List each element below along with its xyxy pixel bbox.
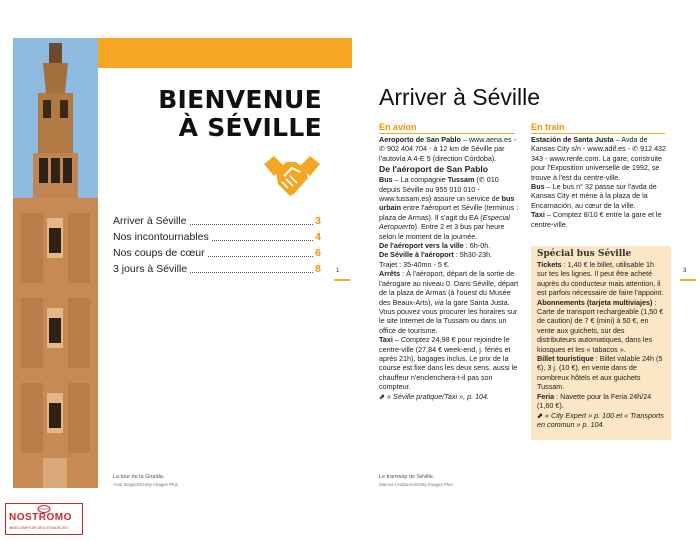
special-bus-box: [531, 246, 671, 440]
arrets-label: Arrêts: [379, 269, 401, 279]
reference-arrow-icon: ⬈: [537, 410, 546, 420]
toc-label: Arriver à Séville: [113, 215, 187, 227]
arrets-via: via: [434, 297, 444, 307]
station-name: Estación de Santa Justa: [531, 135, 614, 144]
touristique-paragraph: [537, 354, 665, 392]
bus-text: – Le bus n° 32 passe sur l'avda de Kansas City et mène à la plaza de la Encarnación, au cœur de la ville.: [531, 182, 657, 210]
toc-item-arriver[interactable]: [113, 215, 321, 231]
train-bus-paragraph: [531, 182, 671, 210]
touristique-label: Billet touristique: [537, 354, 594, 364]
taxi-label: Taxi: [531, 210, 545, 220]
bus-line-name: Especial Aeropuerto: [379, 212, 510, 232]
feria-paragraph: [537, 392, 665, 411]
bus-text: (✆ 010 depuis Séville ou 955 010 010 - www.tussam.es) assure un service de: [379, 175, 502, 204]
right-header-space: [352, 38, 700, 68]
toc-label: 3 jours à Séville: [113, 263, 188, 275]
abonnements-text: : Carte de transport rechargeable (1,50 € de caution) de 7 € (mini) à 50 €, en vente aux guichets, sur des distributeurs automatiques, dans les kiosques et les « tabacos ».: [537, 297, 664, 354]
station-paragraph: [531, 135, 671, 182]
nostromo-logo: [5, 503, 83, 535]
to-city-hours: [379, 241, 521, 250]
header-accent-bar: [98, 38, 352, 68]
tickets-paragraph: [537, 260, 665, 298]
touristique-text: : Billet valable 24h (5 €), 3 j. (10 €), en vente dans de nombreux hôtels et aux guichets Tussam.: [537, 354, 663, 392]
bus-label: Bus: [531, 182, 545, 192]
tickets-label: Tickets: [537, 260, 562, 269]
logo-tagline: WEB COMPTOIR DES VOYAGEURS: [9, 526, 68, 530]
toc-item-coups-de-coeur[interactable]: [113, 247, 321, 263]
bus-text: entre l'aéroport et Séville (terminus : plaza de Armas). Il s'agit du EA (: [379, 203, 519, 222]
reference-text: « Séville pratique/Taxi », p. 104.: [387, 391, 490, 401]
toc-item-3-jours[interactable]: [113, 263, 321, 279]
arrets-text: la gare Santa Justa.: [443, 297, 510, 307]
column-en-train: [531, 122, 671, 229]
abonnements-label: Abonnements (tarjeta multiviajes): [537, 297, 653, 307]
toc-label: Nos incontournables: [113, 231, 209, 243]
trajet-text: Trajet : 35-40mn - 5 €.: [379, 259, 450, 269]
title-line-2: À SÉVILLE: [178, 113, 322, 142]
feria-label: Feria: [537, 391, 555, 401]
reference-text: « City Expert » p. 100 et « Transports en commun » p. 104.: [537, 410, 664, 429]
to-airport-label: De Séville à l'aéroport: [379, 250, 454, 260]
section-title: Arriver à Séville: [379, 84, 541, 110]
reference-arrow-icon: ⬈: [379, 391, 388, 401]
heading-en-avion: En avion: [379, 122, 515, 134]
page-title: [150, 86, 322, 142]
folio-mark-right: [680, 279, 696, 281]
arrets-paragraph: [379, 269, 521, 307]
title-line-1: BIENVENUE: [158, 85, 322, 114]
giralda-tower-photo: [13, 38, 98, 488]
airport-details: – www.aena.es - ✆ 902 404 704 - à 12 km de Séville par l'autovía A 4-E 5 (direction Córdoba).: [379, 135, 517, 163]
toc-page: 4: [315, 231, 321, 243]
bus-text: ). Entre 2 et 3 bus par heure selon le moment de la journée.: [379, 222, 505, 241]
taxi-paragraph: [379, 335, 521, 391]
column-en-avion: [379, 122, 521, 401]
to-city-label: De l'aéroport vers la ville: [379, 241, 464, 251]
toc-label: Nos coups de cœur: [113, 247, 205, 259]
taxi-text: – Comptez 8/10 € entre la gare et le centre-ville.: [531, 210, 662, 229]
feria-text: : Navette pour la Feria 24h/24 (1,60 €).: [537, 391, 652, 411]
taxi-label: Taxi: [379, 335, 393, 345]
arrets-text: : À l'aéroport, départ de la sortie de l'aérogare au niveau 0. Dans Séville, départ de la plaza de Armas (à l'ouest du Musée des Beaux-Arts),: [379, 269, 519, 307]
toc-item-incontournables[interactable]: [113, 231, 321, 247]
airport-name: Aeroporto de San Pablo: [379, 135, 461, 144]
logo-name: NOSTROMO: [9, 512, 72, 523]
to-city-value: : 6h-0h.: [463, 241, 491, 251]
bus-text: – La compagnie: [392, 175, 448, 185]
taxi-text: – Comptez 24,98 € pour rejoindre le centre-ville (27,84 € week-end, j. fériés et après 21h), bagages inclus. Le prix de la course est fixe dans les deux sens, aussi le chauffeur n'enclenchera-t-il pas son compteur.: [379, 335, 518, 392]
tickets-text: : 1,40 € le billet, utilisable 1h sur tes les lignes. Il peut être acheté auprès du conducteur mais attention, il est parfois nécessaire de faire l'appoint.: [537, 260, 664, 298]
photo-credit-right: Marcus Lindstrom/Getty Images Plus: [379, 482, 453, 487]
station-details: – Avda de Kansas City s/n - www.adif.es - ✆ 912 432 343 - www.renfe.com. La gare, construite pour l'Exposition universelle de 1992, se trouve à l'est du centre-ville.: [531, 135, 667, 182]
special-bus-title: Spécial bus Séville: [537, 249, 632, 259]
page-number-left: 1: [336, 268, 340, 274]
special-bus-reference[interactable]: [537, 411, 665, 430]
folio-mark-left: [334, 279, 350, 281]
horaires-text: Vous pouvez vous procurer les horaires sur le site Internet de la Tussam ou dans un office de tourisme.: [379, 306, 518, 335]
photo-credit-left: Artur Bogacki/Getty Images Plus: [113, 482, 179, 487]
toc-page: 8: [315, 263, 321, 275]
train-taxi-paragraph: [531, 210, 671, 229]
photo-caption-right: Le tramway de Séville.: [379, 474, 435, 480]
bus-company: Tussam: [447, 175, 475, 185]
abonnements-paragraph: [537, 298, 665, 354]
heading-en-train: En train: [531, 122, 665, 134]
subheading-from-airport: De l'aéroport de San Pablo: [379, 164, 489, 175]
photo-caption-left: La tour de la Giralda.: [113, 474, 165, 480]
toc-page: 3: [315, 215, 321, 227]
toc-page: 6: [315, 247, 321, 259]
to-airport-hours: [379, 250, 521, 259]
bus-paragraph: [379, 175, 521, 241]
bus-label: Bus: [379, 175, 393, 185]
bus-urbain: bus urbain: [379, 194, 515, 213]
taxi-reference[interactable]: [379, 392, 521, 401]
page-number-right: 3: [683, 268, 687, 274]
airport-paragraph: [379, 135, 521, 163]
to-airport-value: : 5h30-23h.: [453, 250, 493, 260]
handshake-icon: [262, 150, 322, 200]
